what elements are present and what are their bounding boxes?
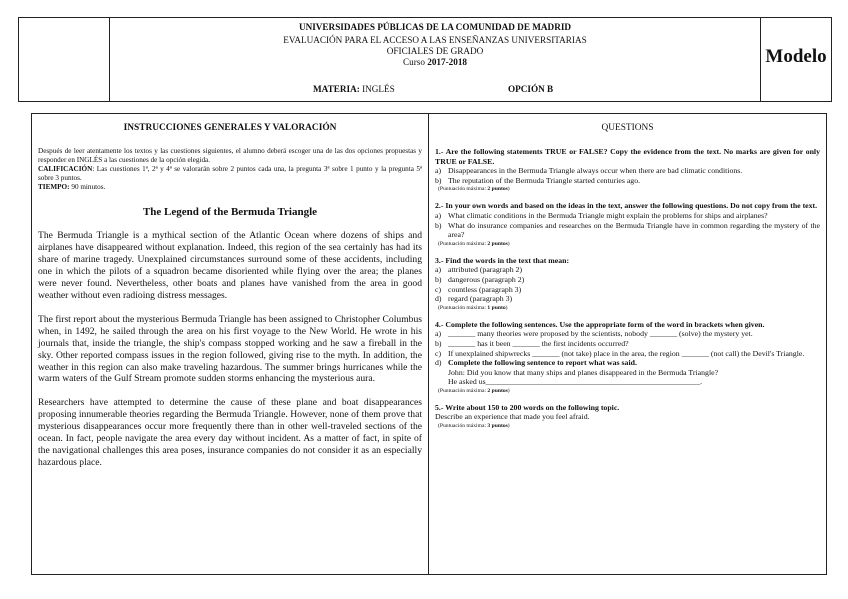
item-text: What do insurance companies and researches on the Bermuda Triangle have in common regarding the mystery of the area?: [448, 220, 820, 240]
course-line: [110, 57, 760, 68]
item-label: d): [435, 358, 442, 368]
question-1-item-b: [435, 176, 820, 186]
question-4-item-b: [435, 339, 820, 349]
grading-label: CALIFICACIÓN: [38, 165, 93, 174]
item-label: c): [435, 284, 442, 294]
subject-value: INGLÉS: [362, 84, 395, 94]
item-text: attributed (paragraph 2): [448, 265, 523, 275]
item-label: a): [435, 329, 442, 339]
course-value: 2017-2018: [427, 57, 468, 67]
questions-title: QUESTIONS: [601, 123, 654, 133]
grading-description: : Las cuestiones 1ª, 2ª y 4ª se valorarán sobre 2 puntos cada una, la pregunta 3ª sobre 1 punto y la pregunta 5ª sobre 3 puntos.: [38, 165, 422, 183]
item-label: d): [435, 294, 442, 304]
question-4-item-d: [435, 358, 820, 387]
item-label: c): [435, 348, 442, 358]
item-text: The reputation of the Bermuda Triangle started centuries ago.: [448, 175, 641, 185]
exam-title-line2: OFICIALES DE GRADO: [386, 46, 484, 56]
reading-paragraph-3: Researchers have attempted to determine the cause of these plane and boat disappearances proposing innumerable theories regarding the Bermuda Triangle. However, none of them prove that mysterious disappearances occur more frequently there than in other well-traveled sections of the ocean. In fact, people navigate the area every day without incident. As a matter of fact, in spite of the navigational challenges this area poses, insurance companies do not consider it as an especially hazardous place.: [38, 397, 422, 468]
question-2-score: (Puntuación máxima: 2 puntos): [438, 240, 510, 247]
question-3-item-b: [435, 275, 820, 285]
question-5-text: Describe an experience that made you feel afraid.: [435, 412, 590, 422]
reading-title: The Legend of the Bermuda Triangle: [142, 206, 318, 219]
question-3-item-c: [435, 285, 820, 295]
item-text: John: Did you know that many ships and planes disappeared in the Bermuda Triangle?: [448, 367, 719, 377]
item-text: Disappearances in the Bermuda Triangle always occur when there are bad climatic conditions.: [448, 166, 743, 176]
item-answer-line: He asked us_______________________________________________________.: [448, 377, 703, 387]
score-value: 2 puntos: [487, 186, 508, 193]
instructions-text: Después de leer atentamente los textos y las cuestiones siguientes, el alumno deberá escoger una de las dos opciones propuestas y responder en INGLÉS a las cuestiones de la opción elegida.: [38, 147, 422, 165]
item-label: b): [435, 175, 442, 185]
question-4-item-a: [435, 329, 820, 339]
question-5-score: (Puntuación máxima: 3 puntos): [438, 423, 510, 430]
question-3-heading: 3.- Find the words in the text that mean:: [435, 255, 570, 265]
exam-header: [109, 17, 761, 102]
instructions-title: INSTRUCCIONES GENERALES Y VALORACIÓN: [123, 123, 337, 133]
subject-line: [313, 84, 395, 94]
question-5: [435, 403, 820, 430]
item-label: b): [435, 274, 442, 284]
time-text: [38, 183, 422, 192]
question-2: [435, 201, 820, 247]
course-label: Curso: [402, 57, 425, 67]
reading-paragraph-2: The first report about the mysterious Bermuda Triangle has been assigned to Christopher Columbus when, in 1492, he sailed through the area on his first voyage to the New World. He wrote in his journals that, inside the triangle, the ship's compass stopped working and he saw a fireball in the sky. Other reported compass issues in the region followed, giving rise to the myth. In addition, the weather in this region can also make traveling hazardous. The summer brings hurricanes while the warm waters of the Gulf Stream promote sudden storms enhancing the mysterious aura.: [38, 313, 422, 385]
question-1-item-a: [435, 166, 820, 176]
question-2-heading: 2.- In your own words and based on the ideas in the text, answer the following questions. Do not copy from the text.: [435, 201, 818, 211]
question-4: [435, 320, 820, 395]
grading-text: [38, 165, 422, 183]
exam-title-line1: EVALUACIÓN PARA EL ACCESO A LAS ENSEÑANZAS UNIVERSITARIAS: [283, 35, 587, 45]
time-value: 90 minutos.: [71, 183, 106, 192]
question-4-item-c: [435, 349, 820, 359]
university-name: UNIVERSIDADES PÚBLICAS DE LA COMUNIDAD DE MADRID: [298, 22, 572, 32]
score-value: 2 puntos: [487, 240, 508, 247]
score-label: (Puntuación máxima:: [438, 240, 487, 247]
item-text: _______ has it been _______ the first incidents occurred?: [448, 338, 629, 348]
question-1-score: (Puntuación máxima: 2 puntos): [438, 186, 510, 193]
question-3: [435, 256, 820, 312]
question-2-item-a: [435, 211, 820, 221]
question-2-item-b: [435, 221, 820, 240]
model-box: [760, 17, 832, 102]
score-label: (Puntuación máxima:: [438, 423, 487, 430]
question-4-heading: 4.- Complete the following sentences. Use the appropriate form of the word in brackets when given.: [435, 319, 765, 329]
item-text: dangerous (paragraph 2): [448, 274, 525, 284]
score-label: (Puntuación máxima:: [438, 186, 487, 193]
question-3-score: (Puntuación máxima: 1 punto): [438, 304, 508, 311]
score-label: (Puntuación máxima:: [438, 304, 487, 311]
item-label: a): [435, 265, 442, 275]
item-text: If unexplained shipwrecks _______ (not take) place in the area, the region _______ (not call) the Devil's Triangle.: [448, 348, 805, 358]
item-text: countless (paragraph 3): [448, 284, 522, 294]
question-1: [435, 147, 820, 193]
subject-label: MATERIA:: [313, 84, 360, 94]
item-heading: Complete the following sentence to report what was said.: [448, 358, 637, 368]
score-label: (Puntuación máxima:: [438, 387, 487, 394]
time-label: TIEMPO:: [38, 183, 70, 192]
score-value: 2 puntos: [487, 387, 508, 394]
score-value: 3 puntos: [487, 423, 508, 430]
item-text: _______ many theories were proposed by the scientists, nobody _______ (solve) the mystery yet.: [448, 329, 753, 339]
exam-option: OPCIÓN B: [508, 84, 554, 94]
question-3-item-a: [435, 265, 820, 275]
item-label: a): [435, 166, 442, 176]
questions-column: [428, 113, 827, 575]
item-label: b): [435, 338, 442, 348]
instructions-column: [31, 113, 429, 575]
question-4-score: (Puntuación máxima: 2 puntos): [438, 387, 510, 394]
item-text: regard (paragraph 3): [448, 294, 513, 304]
reading-paragraph-1: The Bermuda Triangle is a mythical section of the Atlantic Ocean where dozens of ships and airplanes have disappeared without explanation. Indeed, this region of the sea certainly has had its share of marine tragedy. Unexplained circumstances surround some of these accidents, including one in which the pilots of a squadron became disoriented while flying over the area; the planes were never found. Nevertheless, other boats and planes have vanished from the area in good weather without even radioing distress messages.: [38, 230, 422, 301]
item-label: a): [435, 210, 442, 220]
header-logo-box: [18, 17, 110, 102]
question-3-item-d: [435, 294, 820, 304]
question-1-heading: 1.- Are the following statements TRUE or FALSE? Copy the evidence from the text. No marks are given for only TRUE or FALSE.: [435, 147, 820, 166]
item-text: What climatic conditions in the Bermuda Triangle might explain the problems for ships and airplanes?: [448, 210, 768, 220]
question-5-heading: 5.- Write about 150 to 200 words on the following topic.: [435, 402, 620, 412]
item-label: b): [435, 220, 442, 230]
score-value: 1 punto: [487, 304, 506, 311]
model-label: Modelo: [765, 46, 827, 67]
